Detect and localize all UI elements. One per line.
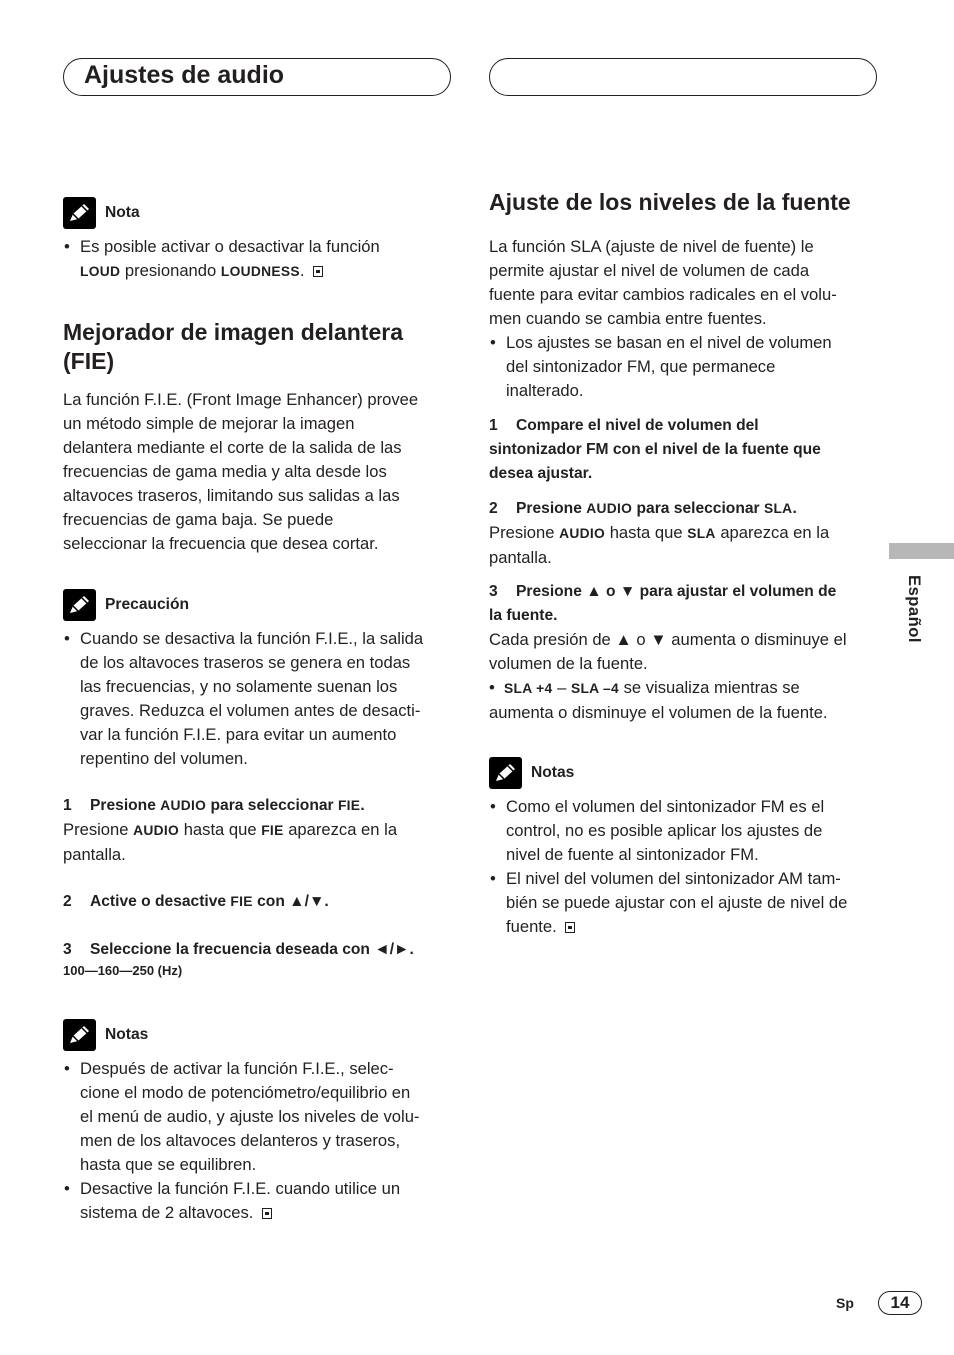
- section-title-sla: Ajuste de los niveles de la fuente: [489, 189, 851, 215]
- fie-step-1: 1 Presione AUDIO para seleccionar FIE. Presione AUDIO hasta que FIE aparezca en la pantalla.: [63, 797, 398, 864]
- list-item: • Cuando se desactiva la función F.I.E., la salida de los altavoces traseros se genera en todas las frecuencias, y no solamente suenan los graves. Reduzca el volumen antes de desacti- var la función F.I.E. para evitar un aumento repentino del volumen.: [63, 627, 448, 771]
- frequency-options: 100—160—250 (Hz): [63, 963, 183, 978]
- header-empty-box: [489, 58, 877, 96]
- header-title-box: [63, 58, 451, 96]
- language-label: Español: [905, 575, 924, 644]
- end-mark-icon: [262, 1208, 272, 1219]
- section-title-fie: Mejorador de imagen delantera (FIE): [63, 319, 403, 374]
- fie-intro: La función F.I.E. (Front Image Enhancer) provee un método simple de mejorar la imagen delantera mediante el corte de la salida de las frecuencias de gama media y alta desde los altavoces traseros, limitando sus salidas a las frecuencias de gama baja. Se puede seleccionar la frecuencia que desea cortar.: [63, 390, 419, 553]
- caution-list: [63, 627, 448, 771]
- sla-notes-block: [489, 756, 877, 790]
- sla-step-2: 2 Presione AUDIO para seleccionar SLA. Presione AUDIO hasta que SLA aparezca en la pantalla.: [489, 500, 830, 567]
- pencil-notes-icon: [63, 1019, 96, 1051]
- pencil-caution-icon: [63, 589, 96, 621]
- fie-step-2: 2 Active o desactive FIE con ▲/▼.: [63, 893, 329, 910]
- caution-block: [63, 588, 448, 622]
- language-code: Sp: [836, 1295, 854, 1311]
- note-list: [63, 235, 448, 284]
- language-tab-marker: [889, 543, 954, 559]
- list-item: • Es posible activar o desactivar la función LOUD presionando LOUDNESS.: [63, 235, 448, 284]
- end-mark-icon: [313, 266, 323, 277]
- list-item: • Los ajustes se basan en el nivel de volumen del sintonizador FM, que permanece inalterado.: [489, 331, 877, 403]
- sla-section: [489, 188, 877, 217]
- list-item: • Como el volumen del sintonizador FM es el control, no es posible aplicar los ajustes de nivel de fuente al sintonizador FM.: [489, 795, 877, 867]
- end-mark-icon: [565, 922, 575, 933]
- pencil-notes-icon: [489, 757, 522, 789]
- note-label: Nota: [105, 204, 140, 221]
- notes-label: Notas: [531, 764, 575, 781]
- page-title: Ajustes de audio: [84, 61, 285, 89]
- sla-step-1: 1 Compare el nivel de volumen del sintonizador FM con el nivel de la fuente que desea ajustar.: [489, 417, 821, 482]
- list-item: • Desactive la función F.I.E. cuando utilice un sistema de 2 altavoces.: [63, 1177, 448, 1225]
- pencil-note-icon: [63, 197, 96, 229]
- note-block: [63, 196, 448, 230]
- fie-section: [63, 318, 448, 376]
- fie-step-3: 3 Seleccione la frecuencia deseada con ◄/►. 100—160—250 (Hz): [63, 938, 448, 980]
- sla-intro: La función SLA (ajuste de nivel de fuente) le permite ajustar el nivel de volumen de cada fuente para evitar cambios radicales en el volu- men cuando se cambia entre fuentes. • Los ajustes se basan en el nivel de volumen del sintonizador FM, que permanece inalterado.: [489, 235, 877, 403]
- sla-step-3: 3 Presione ▲ o ▼ para ajustar el volumen de la fuente. Cada presión de ▲ o ▼ aumenta o disminuye el volumen de la fuente. • SLA +4 – SLA –4 se visualiza mientras se aumenta o disminuye el volumen de la fuente.: [489, 583, 847, 722]
- notes-block: [63, 1018, 448, 1052]
- list-item: • El nivel del volumen del sintonizador AM tam- bién se puede ajustar con el ajuste de nivel de fuente.: [489, 867, 877, 939]
- page-number: 14: [878, 1291, 922, 1315]
- caution-label: Precaución: [105, 596, 190, 613]
- notes-label: Notas: [105, 1026, 149, 1043]
- list-item: • Después de activar la función F.I.E., selec- cione el modo de potenciómetro/equilibrio en el menú de audio, y ajuste los niveles de volu- men de los altavoces delanteros y traseros, hasta que se equilibren.: [63, 1057, 448, 1177]
- notes-list: [63, 1057, 448, 1225]
- sla-notes-list: [489, 795, 877, 939]
